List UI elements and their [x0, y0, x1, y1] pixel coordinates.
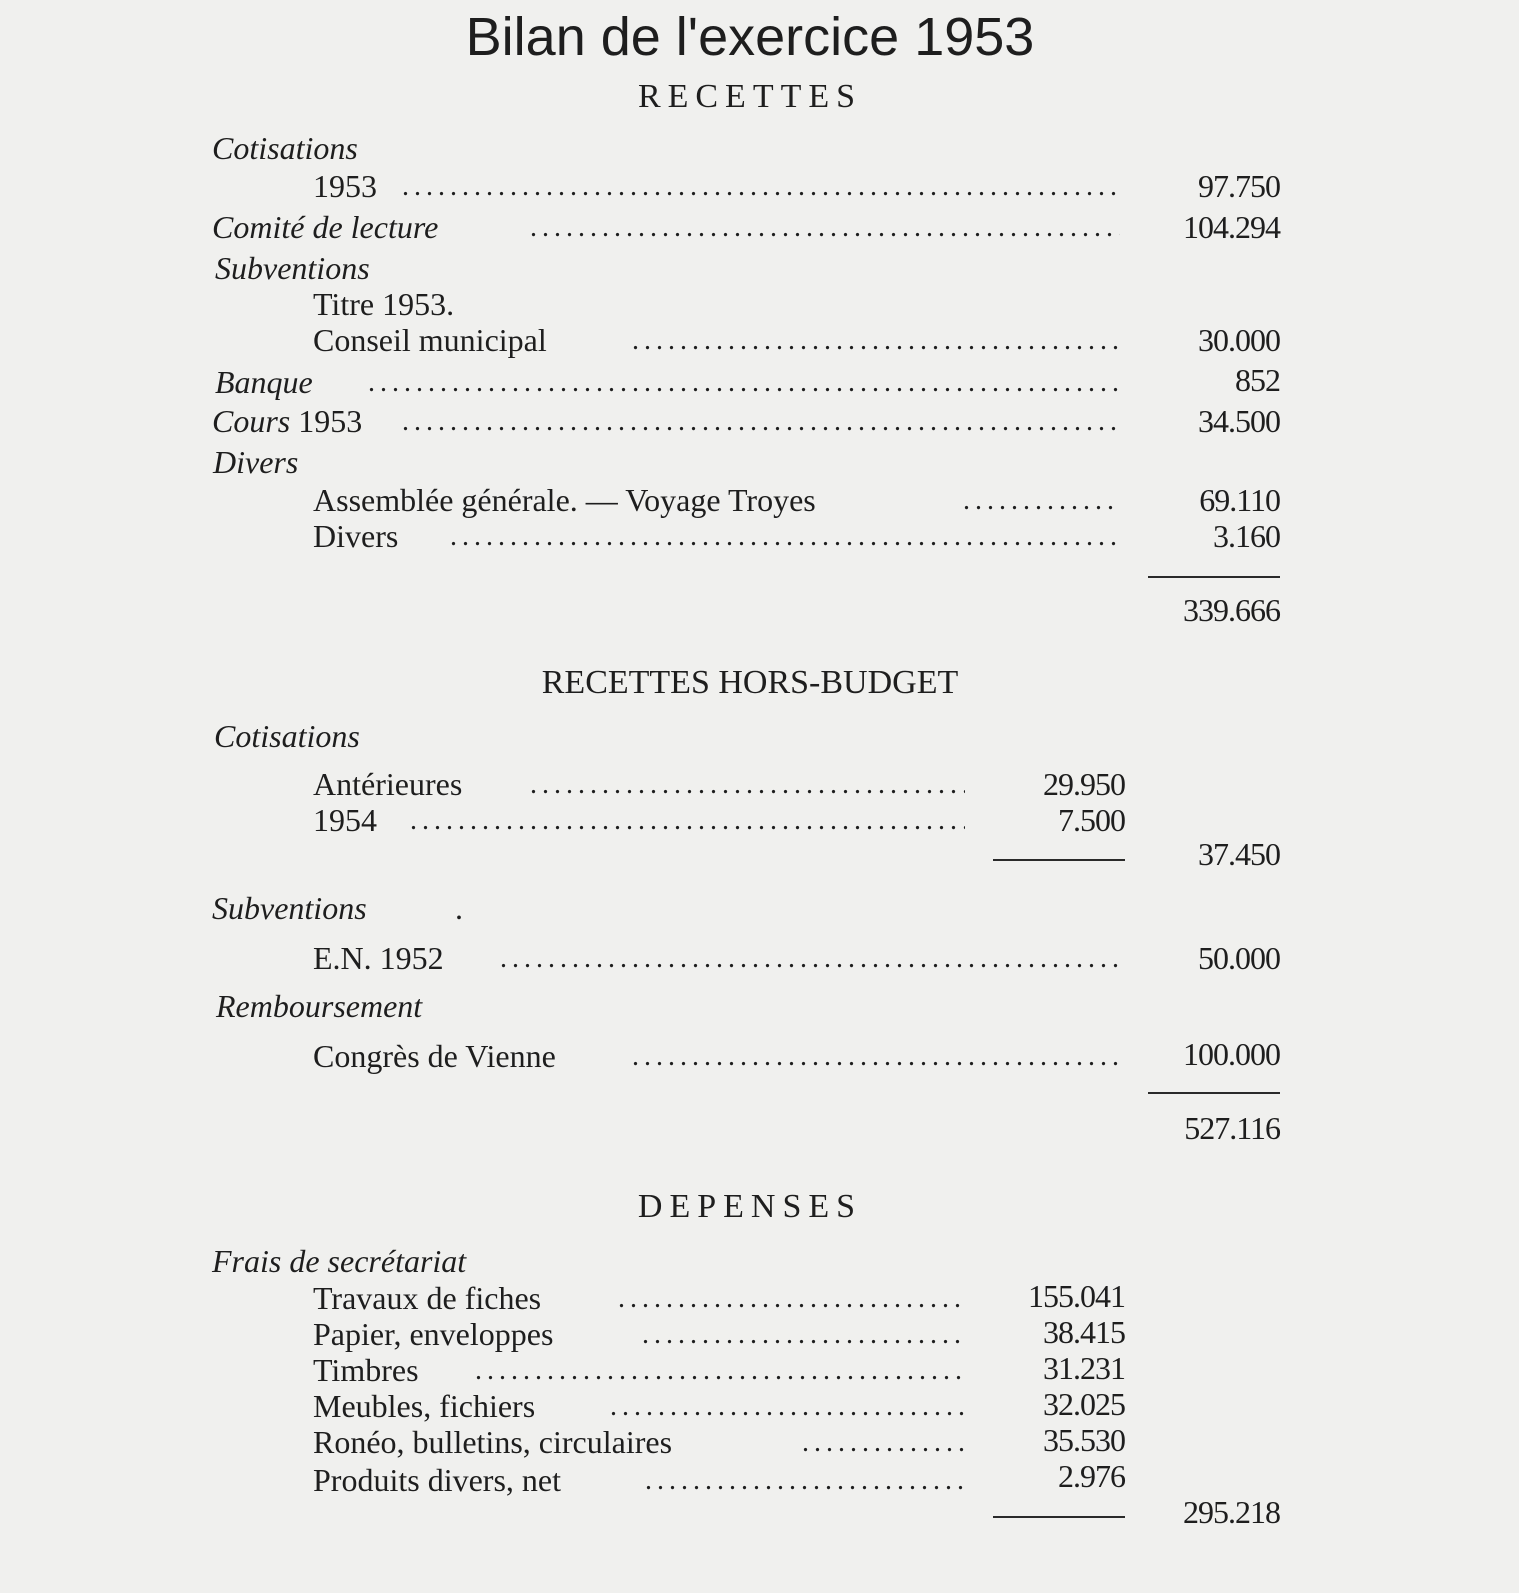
line-label-depense: Travaux de fiches [313, 1280, 542, 1316]
subtotal-rule [1148, 576, 1280, 578]
line-value-depense: 35.530 [1043, 1422, 1125, 1458]
category-cours [212, 405, 362, 437]
section-heading-depenses: DEPENSES [637, 1188, 863, 1225]
category-cotisations: Cotisations [212, 130, 358, 166]
subtotal-rule [1148, 1092, 1280, 1094]
line-value-depense: 38.415 [1043, 1314, 1125, 1350]
line-value-depense: 31.231 [1043, 1350, 1125, 1386]
line-value-depense: 2.976 [1058, 1458, 1125, 1494]
line-label-en-1952: E.N. 1952 [313, 940, 444, 976]
line-label-depense: Ronéo, bulletins, circulaires [313, 1424, 673, 1460]
dot-leader [368, 368, 1120, 398]
stray-mark: . [455, 890, 463, 926]
line-value-assemblee-generale: 69.110 [1199, 482, 1280, 518]
line-label-1954: 1954 [313, 802, 377, 838]
line-value-divers: 3.160 [1213, 518, 1280, 554]
line-label-depense: Papier, enveloppes [313, 1316, 554, 1352]
category-frais-de-secretariat: Frais de secrétariat [212, 1243, 467, 1279]
page-title: Bilan de l'exercice 1953 [465, 7, 1035, 67]
dot-leader [500, 944, 1120, 974]
line-value-conseil-municipal: 30.000 [1198, 322, 1280, 358]
line-value-congres-de-vienne: 100.000 [1183, 1036, 1280, 1072]
category-subventions: Subventions [215, 250, 370, 286]
line-value-comite-de-lecture: 104.294 [1183, 209, 1280, 245]
dot-leader [530, 213, 1120, 243]
line-label-anterieures: Antérieures [313, 766, 463, 802]
category-subventions-hors-budget: Subventions [212, 890, 367, 926]
line-value-depense: 32.025 [1043, 1386, 1125, 1422]
line-label-cotisations-1953: 1953 [313, 168, 377, 204]
subtotal-cotisations-hors-budget: 37.450 [1198, 836, 1280, 872]
category-remboursement: Remboursement [216, 988, 423, 1024]
line-value-cours-1953: 34.500 [1198, 403, 1280, 439]
line-label-assemblee-generale: Assemblée générale. — Voyage Troyes [313, 482, 816, 518]
dot-leader [402, 172, 1120, 202]
line-value-en-1952: 50.000 [1198, 940, 1280, 976]
dot-leader [402, 407, 1120, 437]
line-value-anterieures: 29.950 [1043, 766, 1125, 802]
section-heading-recettes: RECETTES [637, 78, 863, 115]
category-cours-year: 1953 [298, 403, 363, 439]
section-heading-recettes-hors-budget: RECETTES HORS-BUDGET [541, 664, 959, 701]
dot-leader [475, 1356, 965, 1386]
category-comite-de-lecture: Comité de lecture [212, 209, 439, 245]
total-hors-budget: 527.116 [1184, 1110, 1280, 1146]
total-recettes: 339.666 [1183, 592, 1280, 628]
line-label-depense: Timbres [313, 1352, 419, 1388]
line-label-depense: Meubles, fichiers [313, 1388, 536, 1424]
category-divers: Divers [213, 444, 299, 480]
line-label-depense: Produits divers, net [313, 1462, 561, 1498]
line-label-divers: Divers [313, 518, 399, 554]
line-label-congres-de-vienne: Congrès de Vienne [313, 1038, 556, 1074]
line-value-depense: 155.041 [1028, 1278, 1125, 1314]
dot-leader [632, 326, 1120, 356]
line-value-cotisations-1953: 97.750 [1198, 168, 1280, 204]
line-label-titre-1953: Titre 1953. [313, 286, 455, 322]
category-cotisations-hors-budget: Cotisations [214, 718, 360, 754]
line-value-1954: 7.500 [1058, 802, 1125, 838]
dot-leader [410, 806, 965, 836]
dot-leader [450, 522, 1120, 552]
line-value-banque: 852 [1235, 362, 1280, 398]
total-depenses: 295.218 [1183, 1494, 1280, 1530]
category-cours-label: Cours [212, 403, 291, 439]
category-banque: Banque [215, 364, 313, 400]
line-label-conseil-municipal: Conseil municipal [313, 322, 547, 358]
dot-leader [632, 1042, 1120, 1072]
